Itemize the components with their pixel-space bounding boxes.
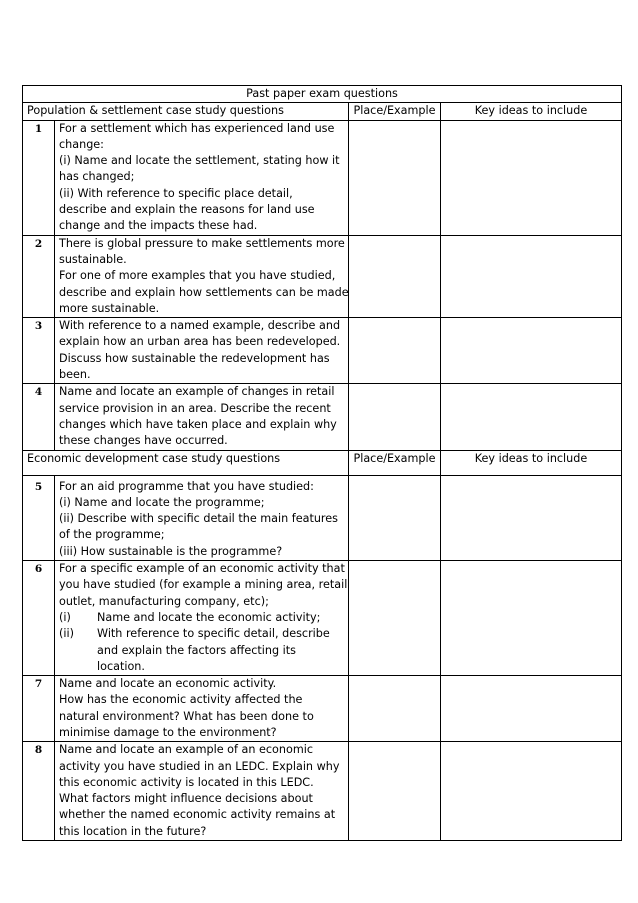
question-line: (iii) How sustainable is the programme? <box>59 544 283 558</box>
question-line: Name and locate an economic activity. <box>59 677 277 691</box>
question-line: these changes have occurred. <box>59 434 228 448</box>
question-line: change: <box>59 137 104 151</box>
sub-item-label: (i) <box>59 610 71 624</box>
question-text <box>55 742 349 841</box>
column-header-ideas: Key ideas to include <box>441 450 622 475</box>
question-row <box>23 235 622 317</box>
question-line: natural environment? What has been done to <box>59 709 314 723</box>
title-row <box>23 86 622 103</box>
sub-item-i <box>59 610 344 626</box>
column-header-ideas: Key ideas to include <box>441 103 622 120</box>
place-example-cell[interactable] <box>349 384 441 450</box>
question-line: change and the impacts these had. <box>59 219 258 233</box>
place-example-cell[interactable] <box>349 318 441 384</box>
question-line: this economic activity is located in this LEDC. <box>59 775 314 789</box>
question-line: activity you have studied in an LEDC. Explain why <box>59 759 340 773</box>
question-line: outlet, manufacturing company, etc); <box>59 594 269 608</box>
question-text <box>55 235 349 317</box>
section-heading: Population & settlement case study questions <box>23 103 349 120</box>
question-line: and explain the factors affecting its <box>97 643 296 657</box>
column-header-place: Place/Example <box>349 450 441 475</box>
question-line: more sustainable. <box>59 301 160 315</box>
question-line: whether the named economic activity remains at <box>59 808 336 822</box>
key-ideas-cell[interactable] <box>441 235 622 317</box>
question-line: (i) Name and locate the settlement, stating how it <box>59 154 340 168</box>
question-row <box>23 742 622 841</box>
question-line: changes which have taken place and explain why <box>59 417 337 431</box>
question-line: explain how an urban area has been redeveloped. <box>59 335 341 349</box>
place-example-cell[interactable] <box>349 475 441 560</box>
question-line: been. <box>59 368 91 382</box>
question-text <box>55 318 349 384</box>
sub-item-label: (ii) <box>59 627 74 641</box>
question-number: 8 <box>23 742 55 841</box>
sub-item-ii <box>59 626 344 642</box>
place-example-cell[interactable] <box>349 561 441 676</box>
section-header-row <box>23 103 622 120</box>
key-ideas-cell[interactable] <box>441 475 622 560</box>
question-line: has changed; <box>59 170 135 184</box>
question-line: For a specific example of an economic activity that <box>59 562 345 576</box>
key-ideas-cell[interactable] <box>441 120 622 235</box>
question-number: 1 <box>23 120 55 235</box>
exam-questions-table <box>22 85 622 841</box>
key-ideas-cell[interactable] <box>441 561 622 676</box>
question-number: 3 <box>23 318 55 384</box>
question-line: For an aid programme that you have studied: <box>59 479 314 493</box>
question-text <box>55 676 349 742</box>
question-line: sustainable. <box>59 252 127 266</box>
question-row <box>23 120 622 235</box>
key-ideas-cell[interactable] <box>441 676 622 742</box>
question-line: How has the economic activity affected the <box>59 693 303 707</box>
question-text <box>55 561 349 676</box>
key-ideas-cell[interactable] <box>441 384 622 450</box>
question-text <box>55 384 349 450</box>
section-heading: Economic development case study questions <box>23 450 349 475</box>
question-line: (ii) Describe with specific detail the main features <box>59 512 338 526</box>
place-example-cell[interactable] <box>349 676 441 742</box>
question-text <box>55 475 349 560</box>
question-number: 2 <box>23 235 55 317</box>
section-header-row <box>23 450 622 475</box>
question-line: describe and explain the reasons for land use <box>59 203 315 217</box>
question-line: For one of more examples that you have studied, <box>59 269 336 283</box>
key-ideas-cell[interactable] <box>441 742 622 841</box>
question-line: (ii) With reference to specific place detail, <box>59 186 293 200</box>
question-row <box>23 475 622 560</box>
question-line: minimise damage to the environment? <box>59 725 277 739</box>
question-row <box>23 561 622 676</box>
question-row <box>23 318 622 384</box>
place-example-cell[interactable] <box>349 235 441 317</box>
sub-item-text: Name and locate the economic activity; <box>97 610 321 624</box>
question-row <box>23 676 622 742</box>
question-line: With reference to a named example, describe and <box>59 319 341 333</box>
question-text <box>55 120 349 235</box>
sub-item-text: With reference to specific detail, describe <box>97 627 330 641</box>
question-line: Name and locate an example of changes in retail <box>59 385 335 399</box>
question-line: service provision in an area. Describe the recent <box>59 401 331 415</box>
question-number: 6 <box>23 561 55 676</box>
question-line: Discuss how sustainable the redevelopment has <box>59 351 330 365</box>
question-line: this location in the future? <box>59 824 207 838</box>
question-line: describe and explain how settlements can be made <box>59 285 349 299</box>
question-line: What factors might influence decisions about <box>59 792 313 806</box>
question-line: There is global pressure to make settlements more <box>59 236 345 250</box>
question-line: you have studied (for example a mining area, retail <box>59 578 348 592</box>
question-number: 5 <box>23 475 55 560</box>
question-number: 7 <box>23 676 55 742</box>
place-example-cell[interactable] <box>349 742 441 841</box>
question-line: of the programme; <box>59 528 165 542</box>
table-title: Past paper exam questions <box>23 86 622 103</box>
place-example-cell[interactable] <box>349 120 441 235</box>
question-line: Name and locate an example of an economic <box>59 743 313 757</box>
question-line: (i) Name and locate the programme; <box>59 495 265 509</box>
question-line: For a settlement which has experienced land use <box>59 121 335 135</box>
question-number: 4 <box>23 384 55 450</box>
question-line: location. <box>97 659 145 673</box>
question-row <box>23 384 622 450</box>
key-ideas-cell[interactable] <box>441 318 622 384</box>
column-header-place: Place/Example <box>349 103 441 120</box>
